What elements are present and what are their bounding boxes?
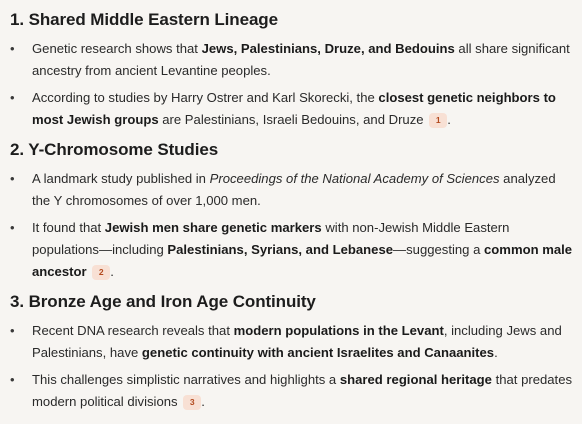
section-heading: 1. Shared Middle Eastern Lineage: [10, 10, 278, 29]
list-item: [10, 217, 576, 283]
citation-badge[interactable]: 1: [429, 113, 447, 128]
italic-text: Proceedings of the National Academy of Sciences: [209, 171, 500, 186]
text-run: This challenges simplistic narratives and highlights a: [32, 372, 340, 387]
list-item: [10, 320, 576, 364]
text-run: , including Jews and Palestinians, have: [32, 323, 562, 360]
text-run: .: [447, 112, 451, 127]
section-shared-lineage: [10, 8, 576, 131]
text-run: .: [201, 394, 205, 409]
bullet-list: [10, 38, 576, 131]
text-run: It found that: [32, 220, 105, 235]
list-item: [10, 369, 576, 413]
text-run: Recent DNA research reveals that: [32, 323, 234, 338]
bullet-marker: •: [10, 90, 15, 105]
bold-text: closest genetic neighbors to most Jewish groups: [32, 90, 556, 127]
text-run: that predates modern political divisions: [32, 372, 573, 409]
text-run: .: [494, 345, 498, 360]
bullet-list: [10, 168, 576, 283]
text-run: .: [110, 264, 114, 279]
text-run: According to studies by Harry Ostrer and Karl Skorecki, the: [32, 90, 379, 105]
bold-text: modern populations in the Levant: [233, 323, 444, 338]
bullet-marker: •: [10, 41, 15, 56]
response-content: [10, 8, 576, 418]
bold-text: common male ancestor: [32, 242, 573, 279]
bullet-marker: •: [10, 220, 15, 235]
list-item: [10, 168, 576, 212]
text-run: Genetic research shows that: [32, 41, 202, 56]
citation-badge[interactable]: 3: [183, 395, 201, 410]
bold-text: genetic continuity with ancient Israelites and Canaanites: [141, 345, 495, 360]
section-heading: 2. Y-Chromosome Studies: [10, 140, 219, 159]
bullet-list: [10, 320, 576, 413]
bold-text: Jews, Palestinians, Druze, and Bedouins: [201, 41, 455, 56]
text-run: analyzed the Y chromosomes of over 1,000 men.: [32, 171, 556, 208]
section-y-chromosome: [10, 138, 576, 283]
text-run: with non-Jewish Middle Eastern populations—including: [32, 220, 510, 257]
list-item: [10, 87, 576, 131]
text-run: A landmark study published in: [32, 171, 210, 186]
text-run: —suggesting a: [393, 242, 485, 257]
bullet-marker: •: [10, 323, 15, 338]
citation-badge[interactable]: 2: [92, 265, 110, 280]
bold-text: Palestinians, Syrians, and Lebanese: [167, 242, 394, 257]
bold-text: shared regional heritage: [339, 372, 492, 387]
section-bronze-iron-age: [10, 290, 576, 413]
text-run: all share significant ancestry from ancient Levantine peoples.: [32, 41, 570, 78]
list-item: [10, 38, 576, 82]
bullet-marker: •: [10, 171, 15, 186]
section-heading: 3. Bronze Age and Iron Age Continuity: [10, 292, 316, 311]
bullet-marker: •: [10, 372, 15, 387]
bold-text: Jewish men share genetic markers: [104, 220, 322, 235]
text-run: are Palestinians, Israeli Bedouins, and Druze: [158, 112, 424, 127]
